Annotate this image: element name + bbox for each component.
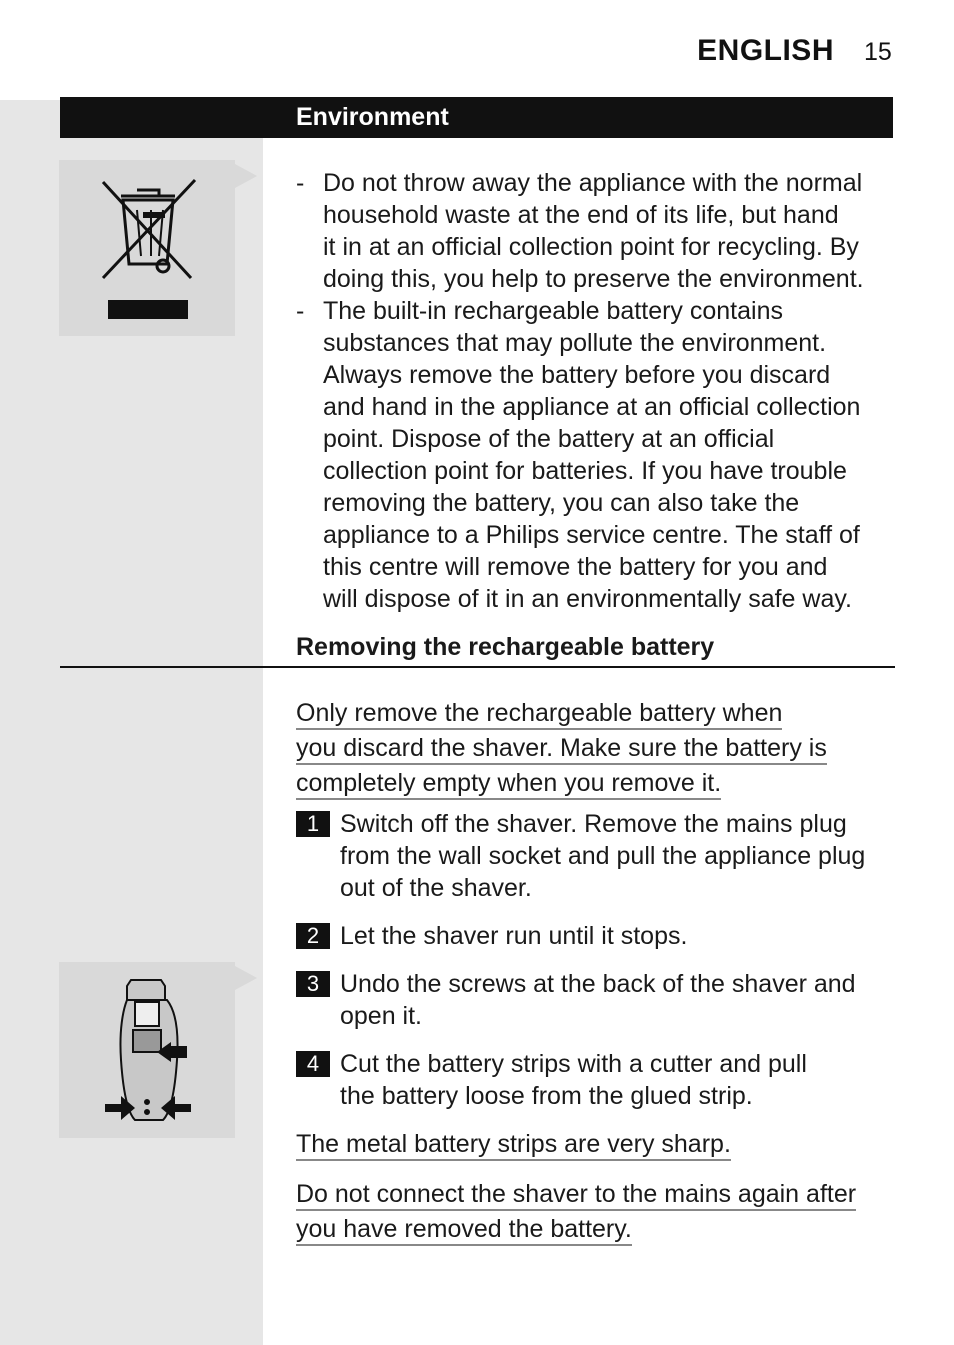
- step-line: out of the shaver.: [340, 874, 532, 902]
- step-4: [296, 1048, 906, 1112]
- step-line: open it.: [340, 1002, 423, 1030]
- warning-mains: [296, 1178, 896, 1248]
- subsection-title: Removing the rechargeable battery: [296, 633, 715, 661]
- bullet-dash: -: [296, 297, 305, 325]
- step-line: Switch off the shaver. Remove the mains plug: [340, 810, 847, 838]
- recycle-bin-icon-box: [59, 160, 235, 336]
- bullet-line: it in at an official collection point for recycling. By: [323, 233, 859, 261]
- subsection-rule: [60, 666, 895, 668]
- warning-line: you have removed the battery.: [296, 1214, 632, 1246]
- language-heading: ENGLISH: [697, 34, 834, 67]
- bullet-line: doing this, you help to preserve the environment.: [323, 265, 864, 293]
- icon-pointer: [235, 966, 257, 990]
- warning-line: Only remove the rechargeable battery when: [296, 698, 782, 730]
- step-number: 1: [296, 811, 330, 837]
- crossed-out-wheelie-bin-icon: [59, 160, 235, 336]
- warning-line: Do not connect the shaver to the mains again after: [296, 1179, 856, 1211]
- step-number: 3: [296, 971, 330, 997]
- step-line: Let the shaver run until it stops.: [340, 922, 688, 950]
- warning-line: completely empty when you remove it.: [296, 768, 721, 800]
- section-bar: [60, 97, 893, 138]
- shaver-battery-removal-icon: [59, 962, 235, 1138]
- bullet-line: household waste at the end of its life, but hand: [323, 201, 839, 229]
- step-line: Cut the battery strips with a cutter and pull: [340, 1050, 807, 1078]
- shaver-icon-box: [59, 962, 235, 1138]
- environment-bullet-1: [296, 167, 896, 295]
- step-3: [296, 968, 906, 1032]
- bullet-dash: -: [296, 169, 305, 197]
- step-line: the battery loose from the glued strip.: [340, 1082, 753, 1110]
- bullet-line: substances that may pollute the environment.: [323, 329, 827, 357]
- bullet-line: appliance to a Philips service centre. The staff of: [323, 521, 860, 549]
- bullet-line: and hand in the appliance at an official collection: [323, 393, 861, 421]
- bullet-line: Do not throw away the appliance with the normal: [323, 169, 863, 197]
- environment-bullet-2: [296, 295, 896, 615]
- bullet-line: point. Dispose of the battery at an official: [323, 425, 775, 453]
- step-line: from the wall socket and pull the appliance plug: [340, 842, 866, 870]
- bullet-line: this centre will remove the battery for you and: [323, 553, 828, 581]
- step-line: Undo the screws at the back of the shaver and: [340, 970, 856, 998]
- bullet-line: The built-in rechargeable battery contains: [323, 297, 783, 325]
- step-number: 4: [296, 1051, 330, 1077]
- bullet-line: removing the battery, you can also take the: [323, 489, 800, 517]
- icon-pointer: [235, 164, 257, 188]
- bullet-line: Always remove the battery before you discard: [323, 361, 831, 389]
- warning-sharp: [296, 1128, 896, 1163]
- step-2: [296, 920, 906, 952]
- page-number: 15: [864, 38, 892, 66]
- section-title: Environment: [296, 103, 449, 131]
- step-1: [296, 808, 906, 904]
- warning-line: The metal battery strips are very sharp.: [296, 1129, 731, 1161]
- warning-intro: [296, 697, 896, 802]
- warning-line: you discard the shaver. Make sure the battery is: [296, 733, 827, 765]
- bullet-line: collection point for batteries. If you have trouble: [323, 457, 847, 485]
- bullet-line: will dispose of it in an environmentally safe way.: [323, 585, 852, 613]
- step-number: 2: [296, 923, 330, 949]
